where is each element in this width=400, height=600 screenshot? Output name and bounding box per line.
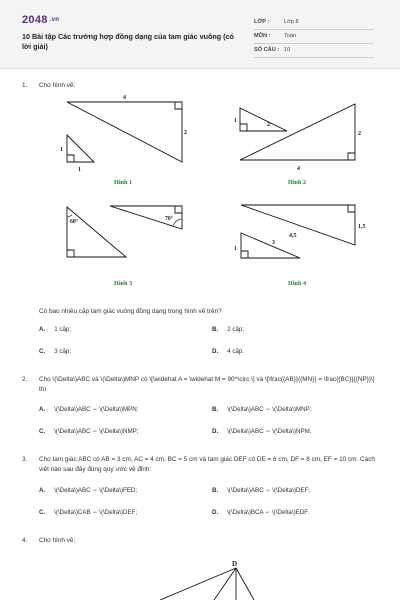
q2-option-a[interactable] — [39, 406, 138, 413]
option-text: \(\Delta\)BCA ∽ \(\Delta\)EDF. — [227, 509, 310, 516]
figure-label: 4 — [123, 95, 126, 101]
question-text: Có bao nhiêu cặp tam giác vuông đồng dạng trong hình vẽ trên? — [39, 308, 222, 315]
right-angle-mark — [348, 205, 355, 212]
figure-caption: Hình 2 — [288, 179, 307, 186]
option-text: \(\Delta\)ABC ∽ \(\Delta\)DEF; — [227, 487, 311, 494]
right-angle-mark — [175, 206, 182, 213]
right-angle-mark — [67, 155, 74, 162]
q3-option-c[interactable] — [39, 509, 137, 516]
figure-caption: Hình 1 — [114, 179, 133, 186]
option-letter: C. — [39, 428, 46, 435]
large-triangle — [67, 102, 182, 162]
right-angle-mark — [67, 250, 74, 257]
small-triangle — [67, 135, 94, 162]
large-triangle — [240, 104, 355, 160]
meta-count — [254, 46, 374, 58]
triangle-right — [110, 206, 182, 229]
option-letter: A. — [39, 487, 46, 494]
question-4 — [22, 536, 382, 548]
figure-label: 2 — [184, 130, 187, 136]
option-letter: A. — [39, 326, 46, 333]
meta-key: MÔN : — [254, 33, 271, 39]
q1-option-b[interactable] — [212, 326, 244, 333]
q2-option-c[interactable] — [39, 428, 138, 435]
site-logo[interactable] — [22, 14, 59, 26]
figure-caption: Hình 4 — [288, 280, 307, 287]
option-text: 3 cặp; — [54, 348, 72, 355]
angle-label: 60° — [70, 219, 79, 225]
figure-3 — [67, 206, 182, 257]
figure-label: 2 — [358, 131, 361, 137]
question-number: 3. — [22, 456, 28, 463]
meta-value: Toán — [284, 33, 297, 39]
logo-suffix: .vn — [49, 17, 60, 24]
q1-option-d[interactable] — [212, 348, 244, 355]
figure-1 — [67, 102, 182, 162]
meta-grade — [254, 18, 374, 30]
right-angle-mark — [348, 153, 355, 160]
option-text: \(\Delta\)ABC ∽ \(\Delta\)NMP; — [54, 428, 139, 435]
figure-label: 4,5 — [289, 233, 297, 239]
q1-option-c[interactable] — [39, 348, 71, 355]
angle-arc — [67, 215, 72, 217]
option-letter: A. — [39, 406, 46, 413]
figure-label: 1 — [234, 246, 237, 252]
q2-option-b[interactable] — [212, 406, 311, 413]
angle-arc — [173, 219, 182, 226]
small-triangle — [240, 108, 287, 131]
option-text: \(\Delta\)ABC ∽ \(\Delta\)FED; — [54, 487, 138, 494]
meta-key: LỚP : — [254, 19, 270, 25]
question-1-header — [22, 81, 382, 93]
option-letter: B. — [212, 326, 219, 333]
meta-key: SỐ CÂU : — [254, 47, 280, 53]
q2-option-d[interactable] — [212, 428, 311, 435]
option-text: \(\Delta\)CAB ∽ \(\Delta\)DEF; — [54, 509, 138, 516]
option-letter: B. — [212, 487, 219, 494]
document-header — [0, 0, 400, 69]
option-text: \(\Delta\)ABC ∽ \(\Delta\)MPN; — [54, 406, 139, 413]
large-triangle — [241, 205, 355, 245]
question-4-figure — [160, 568, 254, 600]
meta-subject — [254, 32, 374, 44]
option-letter: D. — [212, 428, 219, 435]
q3-option-d[interactable] — [212, 509, 309, 516]
figure-label: 1,5 — [358, 224, 366, 230]
meta-value: 10 — [284, 47, 291, 53]
figure-caption: Hình 3 — [114, 280, 133, 287]
figure-label: 2 — [267, 122, 270, 128]
option-letter: D. — [212, 348, 219, 355]
right-angle-mark — [240, 124, 247, 131]
option-letter: B. — [212, 406, 219, 413]
figure-4 — [241, 205, 355, 258]
right-angle-mark — [241, 251, 248, 258]
meta-value: Lớp 8 — [284, 19, 299, 25]
option-letter: D. — [212, 509, 219, 516]
option-text: \(\Delta\)ABC ∽ \(\Delta\)NPM. — [227, 428, 312, 435]
angle-label: 70° — [165, 216, 174, 222]
triangle-left — [67, 207, 126, 257]
question-number: 4. — [22, 537, 28, 544]
option-text: \(\Delta\)ABC ∽ \(\Delta\)MNP; — [227, 406, 312, 413]
question-3 — [22, 455, 382, 479]
question-text: Cho tam giác ABC có AB = 3 cm, AC = 4 cm, BC = 5 cm và tam giác DEF có DE = 6 cm, DF = 8 cm, EF = 10 cm. Cách viết nào sau đây đúng quy ước về đỉnh: — [39, 456, 375, 473]
small-triangle — [241, 233, 300, 258]
question-intro: Cho hình vẽ: — [39, 82, 76, 89]
q3-option-a[interactable] — [39, 487, 137, 494]
figure-label: 4 — [297, 166, 300, 172]
page-title: 10 Bài tập Các trường hợp đồng dạng của tam giác vuông (có lời giải) — [22, 32, 234, 51]
figure-2 — [240, 104, 355, 160]
option-letter: C. — [39, 509, 46, 516]
question-2 — [22, 375, 382, 399]
right-angle-mark — [175, 102, 182, 109]
question-intro: Cho hình vẽ: — [39, 537, 76, 544]
question-1-text — [39, 307, 379, 319]
figure-label: 1 — [60, 147, 63, 153]
q3-option-b[interactable] — [212, 487, 310, 494]
figure-label: 1 — [78, 167, 81, 173]
figure-label: 3 — [272, 240, 275, 246]
option-letter: C. — [39, 348, 46, 355]
question-number: 2. — [22, 376, 28, 383]
point-label: D — [232, 560, 238, 568]
option-text: 1 cặp; — [54, 326, 72, 333]
logo-text: 2048 — [22, 14, 48, 26]
figure-label: 1 — [234, 118, 237, 124]
option-text: 2 cặp; — [227, 326, 245, 333]
question-number: 1. — [22, 82, 28, 89]
q1-option-a[interactable] — [39, 326, 71, 333]
question-text: Cho \(\Delta\)ABC và \(\Delta\)MNP có \[\widehat A = \widehat M = 90^\circ \] và \[\frac{{AB}}{{MN}} = \frac{{BC}}{{NP}}\] thì — [39, 376, 375, 393]
option-text: 4 cặp. — [227, 348, 245, 355]
